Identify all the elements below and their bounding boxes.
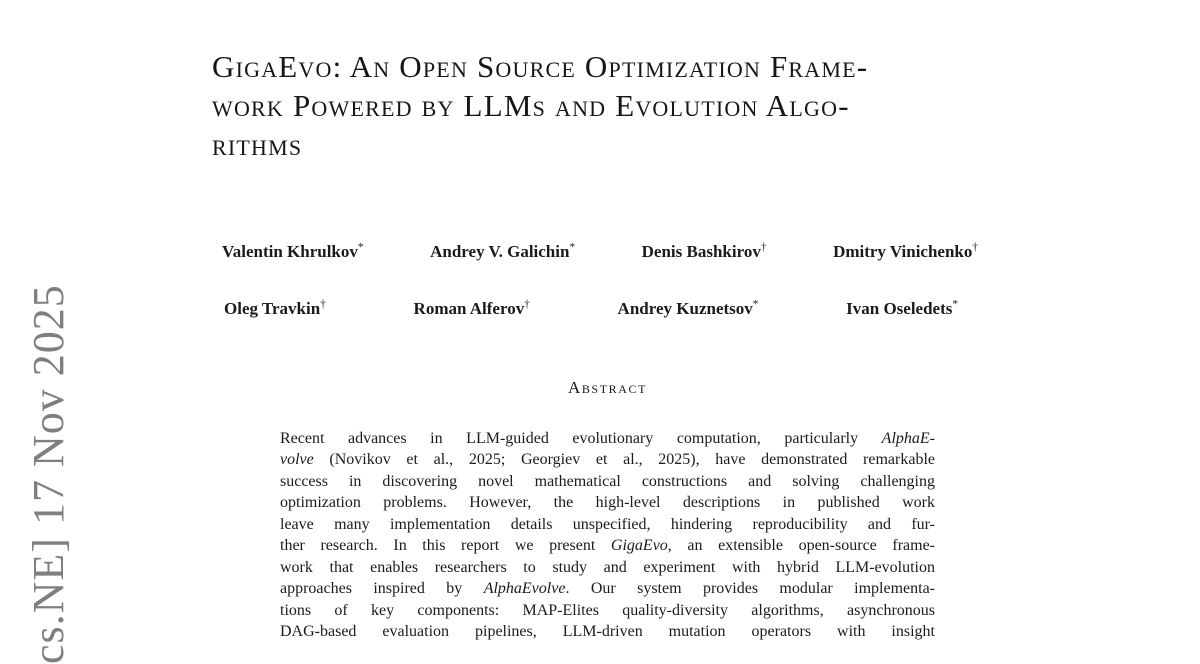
abstract-text: ther research. In this report we present <box>280 537 611 555</box>
abstract-text: . Our system provides modular implementa- <box>565 580 935 598</box>
author-footnote-mark: * <box>952 298 958 311</box>
author-name: Dmitry Vinichenko† <box>833 241 978 261</box>
author-row-2 <box>224 300 958 317</box>
abstract-text: , an extensible open-source frame- <box>667 537 935 555</box>
abstract-line <box>280 492 935 513</box>
abstract-text: optimization problems. However, the high-level descriptions in published work <box>280 494 935 512</box>
abstract-italic-text: volve <box>280 451 314 469</box>
abstract-text: tions of key components: MAP-Elites quality-diversity algorithms, asynchronous <box>280 601 935 619</box>
abstract-heading: Abstract <box>567 378 648 397</box>
author-name: Ivan Oseledets* <box>846 298 958 318</box>
abstract-line <box>280 621 935 642</box>
abstract-text: (Novikov et al., 2025; Georgiev et al., 2025), have demonstrated remarkable <box>313 451 935 469</box>
author-footnote-mark: † <box>760 241 767 254</box>
abstract-line <box>280 428 935 449</box>
title-line: work Powered by LLMs and Evolution Algo- <box>212 88 850 123</box>
abstract-italic-text: GigaEvo <box>610 537 668 555</box>
abstract-line <box>280 535 935 556</box>
arxiv-stamp: cs.NE] 17 Nov 2025 <box>24 284 73 664</box>
author-footnote-mark: † <box>524 298 530 311</box>
abstract-text: approaches inspired by <box>280 580 484 598</box>
author-name: Oleg Travkin† <box>224 298 326 318</box>
author-footnote-mark: * <box>357 241 364 254</box>
abstract-line <box>280 514 935 535</box>
author-footnote-mark: † <box>320 298 326 311</box>
author-name: Roman Alferov† <box>413 298 530 318</box>
author-footnote-mark: † <box>972 241 978 254</box>
abstract-italic-text: AlphaE- <box>881 430 935 447</box>
author-name: Valentin Khrulkov* <box>222 241 364 261</box>
abstract-italic-text: AlphaEvolve <box>483 580 566 598</box>
abstract-line <box>280 471 935 492</box>
abstract-text: success in discovering novel mathematical constructions and solving challenging <box>280 472 935 490</box>
abstract-line <box>280 578 935 599</box>
author-footnote-mark: * <box>569 241 576 254</box>
title-line: GigaEvo: An Open Source Optimization Frame- <box>212 49 869 84</box>
abstract-body <box>280 428 935 642</box>
abstract-text: leave many implementation details unspecified, hindering reproducibility and fur- <box>280 515 935 533</box>
abstract-line <box>280 557 935 578</box>
author-row-1 <box>222 243 978 260</box>
author-name: Andrey Kuznetsov* <box>617 298 759 318</box>
author-name: Andrey V. Galichin* <box>430 241 576 261</box>
title-line: rithms <box>212 127 303 162</box>
abstract-text: Recent advances in LLM-guided evolutionary computation, particularly <box>280 430 882 447</box>
author-footnote-mark: * <box>752 298 759 311</box>
paper-title <box>212 47 868 164</box>
abstract-text: DAG-based evaluation pipelines, LLM-driven mutation operators with insight <box>280 622 935 640</box>
abstract-line <box>280 600 935 621</box>
author-name: Denis Bashkirov† <box>641 241 767 261</box>
abstract-line <box>280 449 935 470</box>
abstract-text: work that enables researchers to study and experiment with hybrid LLM-evolution <box>280 558 935 576</box>
